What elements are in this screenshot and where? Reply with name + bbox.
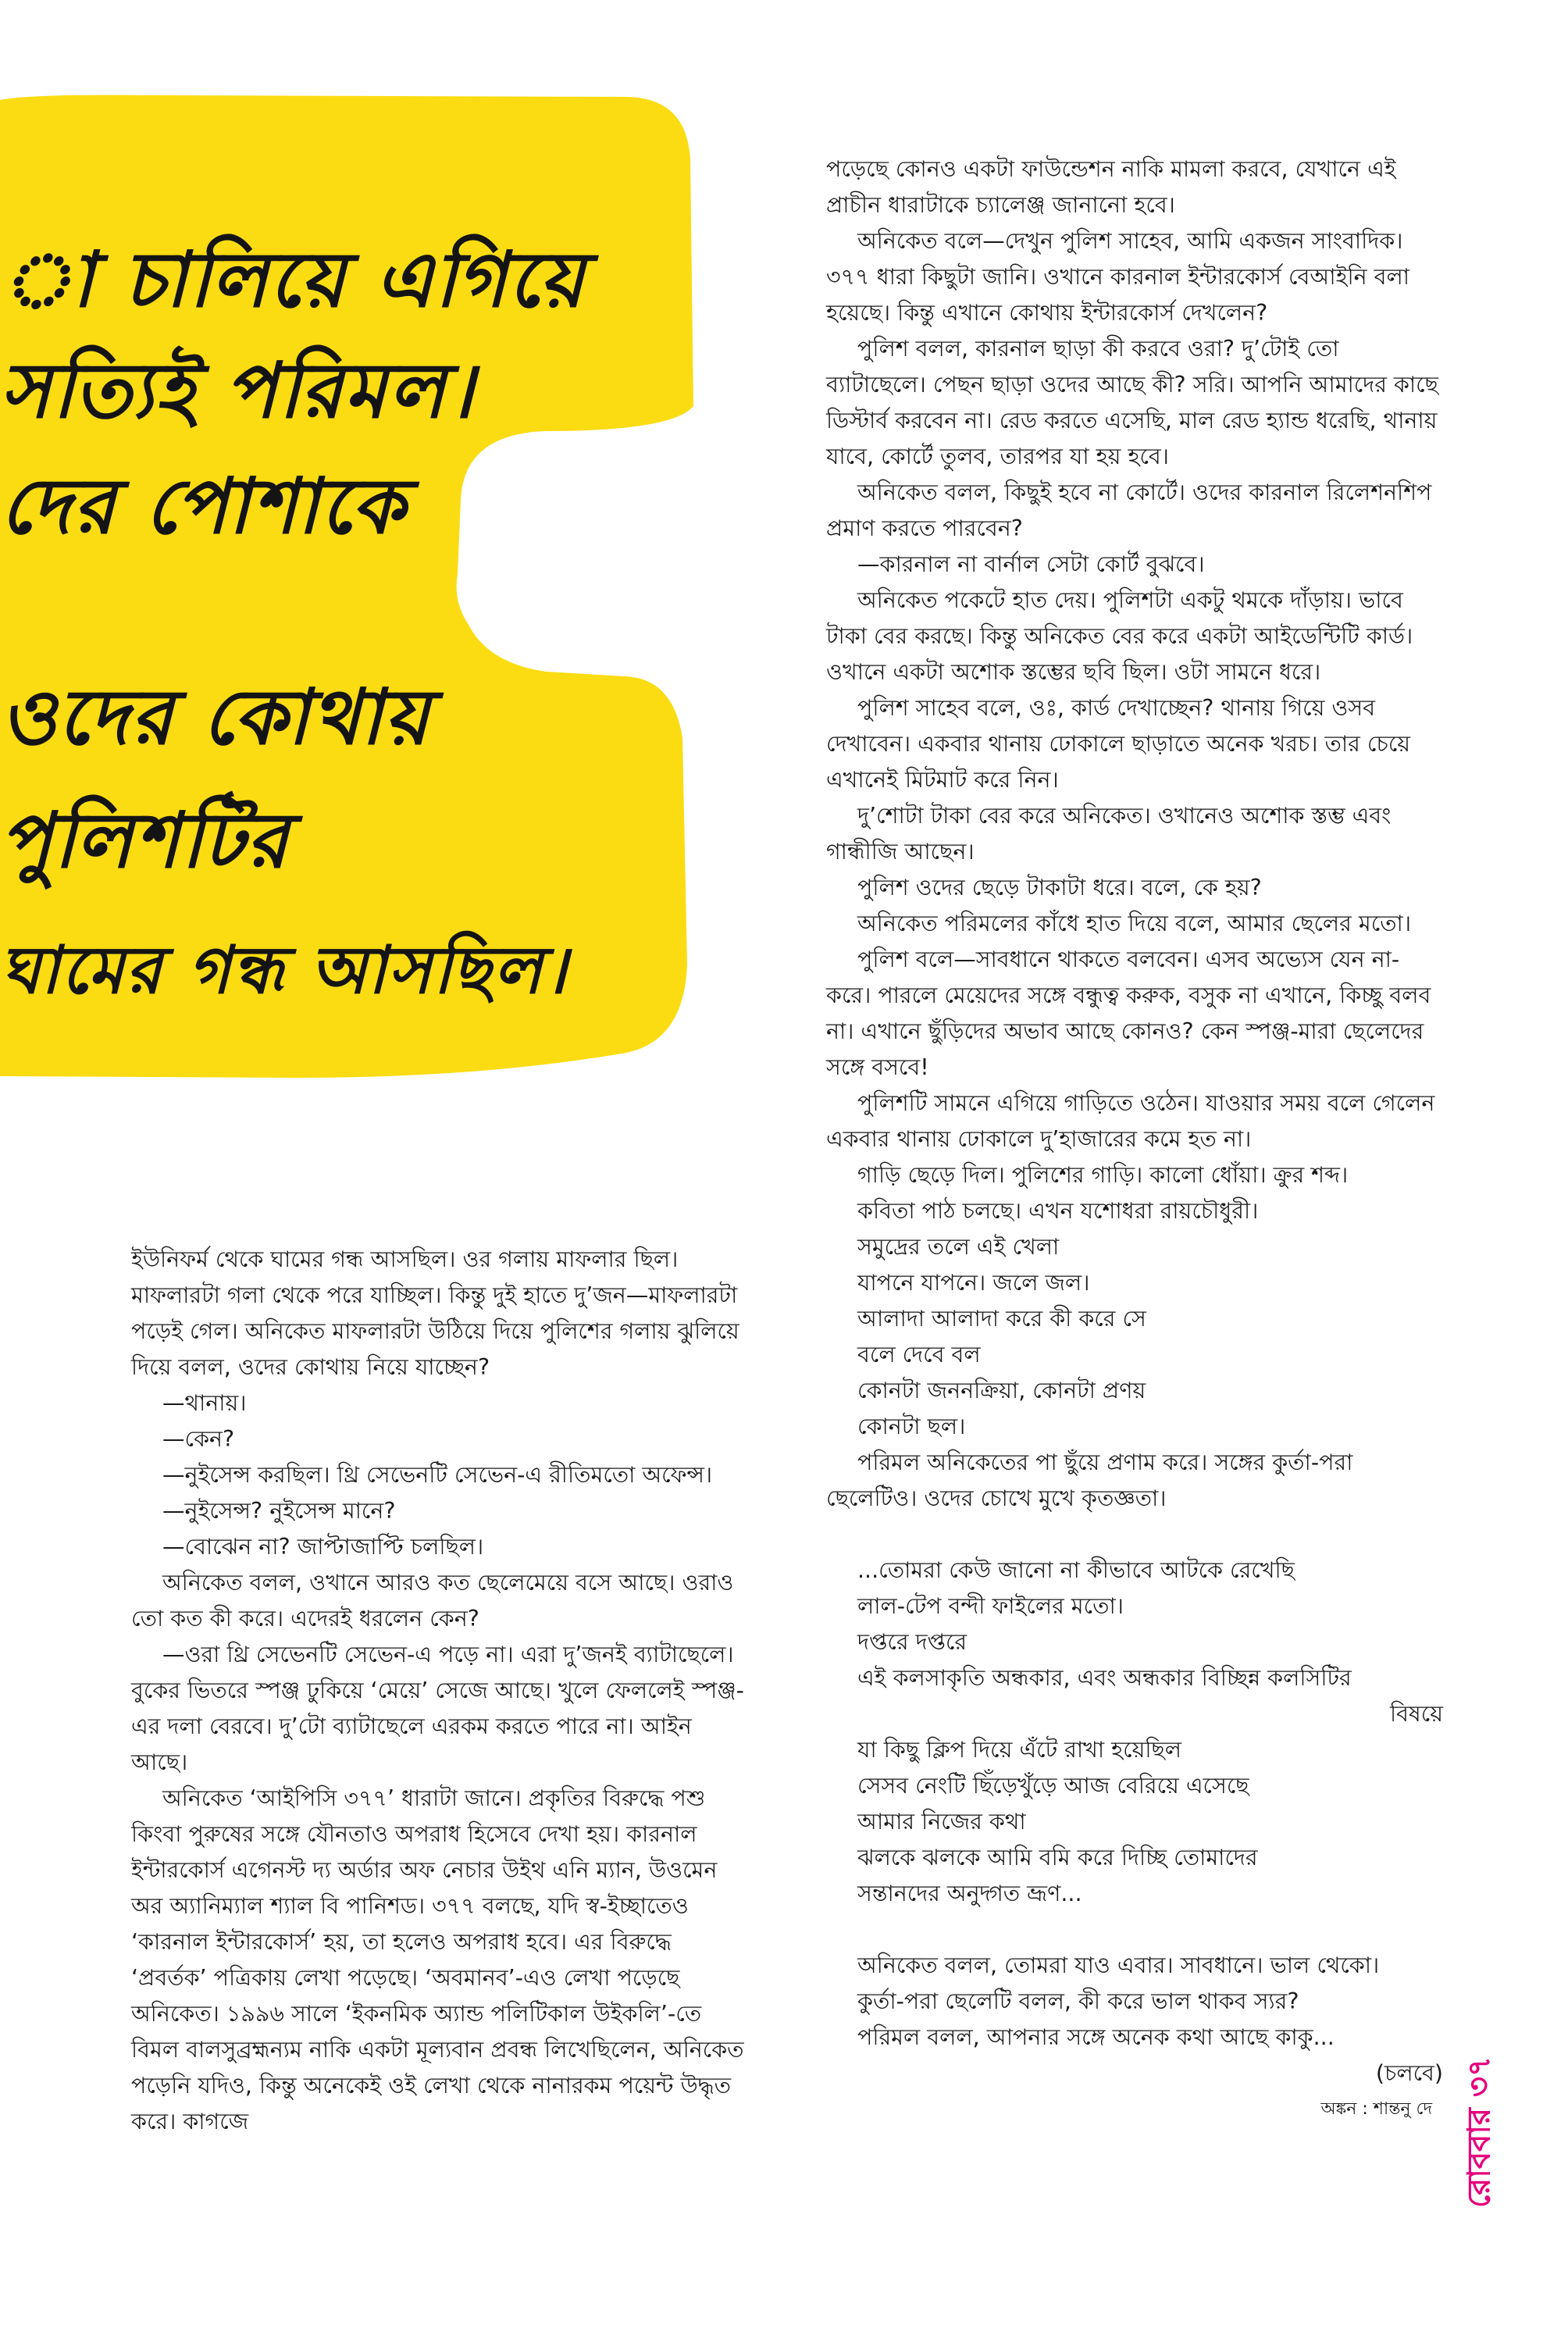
verse-line: এই কলসাকৃতি অন্ধকার, এবং অন্ধকার বিচ্ছিন্ন কলসিটির — [857, 1665, 1352, 1691]
verse-line: সেসব নেংটি ছিঁড়েখুঁড়ে আজ বেরিয়ে এসেছে — [857, 1773, 1249, 1799]
paragraph: গাড়ি ছেড়ে দিল। পুলিশের গাড়ি। কালো ধোঁয়া। ক্রুর শব্দ। — [857, 1162, 1349, 1188]
verse-line: আলাদা আলাদা করে কী করে সে — [857, 1306, 1146, 1332]
paragraph — [826, 1517, 1443, 1553]
paragraph: অনিকেত বলল, কিছুই হবে না কোর্টে। ওদের কারনাল রিলেশনশিপ প্রমাণ করতে পারবেন? — [826, 480, 1432, 541]
paragraph: অঙ্কন : শান্তনু দে — [1320, 2099, 1432, 2119]
illustration — [0, 0, 781, 1125]
paragraph: পুলিশ ওদের ছেড়ে টাকাটা ধরে। বলে, কে হয়? — [857, 875, 1262, 900]
paragraph: পড়েছে কোনও একটা ফাউন্ডেশন নাকি মামলা করবে, যেখানে এই প্রাচীন ধারাটাকে চ্যালেঞ্জ জানানো হবে। — [826, 156, 1396, 218]
verse-line: দপ্তরে দপ্তরে — [857, 1629, 968, 1655]
verse-line: আমার নিজের কথা — [857, 1809, 1026, 1835]
paragraph: অনিকেত বলে—দেখুন পুলিশ সাহেব, আমি একজন সাংবাদিক। ৩৭৭ ধারা কিছুটা জানি। ওখানে কারনাল ইন্টারকোর্স বেআইনি বলা হয়েছে। কিন্তু এখানে কোথায় ইন্টারকোর্স দেখলেন? — [826, 228, 1410, 326]
paragraph: অনিকেত পরিমলের কাঁধে হাত দিয়ে বলে, আমার ছেলের মতো। — [857, 911, 1412, 936]
verse-line: কোনটা জননক্রিয়া, কোনটা প্রণয় — [857, 1378, 1146, 1403]
paragraph: —বোঝেন না? জাপ্টাজাপ্টি চলছিল। — [162, 1534, 484, 1560]
verse-line: সমুদ্রের তলে এই খেলা — [857, 1234, 1060, 1260]
verse-line: পরিমল বলল, আপনার সঙ্গে অনেক কথা আছে কাকু... — [857, 2024, 1335, 2050]
verse-line: যা কিছু ক্লিপ দিয়ে এঁটে রাখা হয়েছিল — [857, 1737, 1182, 1763]
verse-line: ...তোমরা কেউ জানো না কীভাবে আটকে রেখেছি — [857, 1557, 1295, 1583]
verse-line: লাল-টেপ বন্দী ফাইলের মতো। — [857, 1593, 1124, 1619]
verse-line: বলে দেবে বল — [857, 1342, 981, 1368]
page-footer — [1457, 2003, 1504, 2261]
paragraph: —ওরা থ্রি সেভেনটি সেভেন-এ পড়ে না। এরা দু’জনই ব্যাটাছেলে। বুকের ভিতরে স্পঞ্জ ঢুকিয়ে ‘মেয়ে’ সেজে আছে। খুলে ফেললেই স্পঞ্জ-এর দলা বেরবে। দু’টো ব্যাটাছেলে এরকম করতে পারে না। আইন আছে। — [131, 1642, 744, 1775]
paragraph: —কারনাল না বার্নাল সেটা কোর্ট বুঝবে। — [857, 551, 1205, 577]
paragraph: বিষয়ে — [1390, 1701, 1443, 1727]
paragraph: পরিমল অনিকেতের পা ছুঁয়ে প্রণাম করে। সঙ্গের কুর্তা-পরা ছেলেটিও। ওদের চোখে মুখে কৃতজ্ঞতা। — [826, 1450, 1353, 1511]
paragraph: (চলবে) — [1375, 2060, 1443, 2086]
paragraph: পুলিশ বলল, কারনাল ছাড়া কী করবে ওরা? দু’টোই তো ব্যাটাছেলে। পেছন ছাড়া ওদের আছে কী? সরি। আপনি আমাদের কাছে ডিস্টার্ব করবেন না। রেড করতে এসেছি, মাল রেড হ্যান্ড ধরেছি, থানায় যাবে, কোর্টে তুলব, তারপর যা হয় হবে। — [826, 336, 1438, 469]
paragraph: অনিকেত পকেটে হাত দেয়। পুলিশটা একটু থমকে দাঁড়ায়। ভাবে টাকা বের করছে। কিন্তু অনিকেত বের করে একটা আইডেন্টিটি কার্ড। ওখানে একটা অশোক স্তম্ভের ছবি ছিল। ওটা সামনে ধরে। — [826, 587, 1413, 685]
paragraph: পুলিশটি সামনে এগিয়ে গাড়িতে ওঠেন। যাওয়ার সময় বলে গেলেন একবার থানায় ঢোকালে দু’হাজারের কমে হত না। — [826, 1090, 1435, 1152]
verse-line: যাপনে যাপনে। জলে জল। — [857, 1270, 1090, 1296]
paragraph: —কেন? — [162, 1426, 235, 1452]
page-folio: রোববার ৩৭ — [1461, 2056, 1498, 2208]
paragraph: দু’শোটা টাকা বের করে অনিকেত। ওখানেও অশোক স্তম্ভ এবং গান্ধীজি আছেন। — [826, 803, 1392, 865]
paragraph: —থানায়। — [162, 1390, 247, 1416]
verse-line: কুর্তা-পরা ছেলেটি বলল, কী করে ভাল থাকব স্যর? — [857, 1988, 1299, 2014]
paragraph — [826, 1912, 1443, 1948]
paragraph: —নুইসেন্স করছিল। থ্রি সেভেনটি সেভেন-এ রীতিমতো অফেন্স। — [162, 1462, 713, 1488]
illustration-line-3: দের পোশাকে — [0, 462, 407, 551]
paragraph: অনিকেত ‘আইপিসি ৩৭৭’ ধারাটা জানে। প্রকৃতির বিরুদ্ধে পশু কিংবা পুরুষের সঙ্গে যৌনতাও অপরাধ হিসেবে দেখা হয়। কারনাল ইন্টারকোর্স এগেনস্ট দ্য অর্ডার অফ নেচার উইথ এনি ম্যান, উওমেন অর অ্যানিম্যাল শ্যাল বি পানিশড। ৩৭৭ বলছে, যদি স্ব-ইচ্ছাতেও ‘কারনাল ইন্টারকোর্স’ হয়, তা হলেও অপরাধ হবে। এর বিরুদ্ধে ‘প্রবর্তক’ পত্রিকায় লেখা পড়েছে। ‘অবমানব’-এও লেখা পড়েছে অনিকেত। ১৯৯৬ সালে ‘ইকনমিক অ্যান্ড পলিটিকাল উইকলি’-তে বিমল বালসুব্রহ্মন্যম নাকি একটা মূল্যবান প্রবন্ধ লিখেছিলেন, অনিকেত পড়েনি যদিও, কিন্তু অনেকেই ওই লেখা থেকে নানারকম পয়েন্ট উদ্ধৃত করে। কাগজে — [131, 1785, 744, 2134]
paragraph: পুলিশ সাহেব বলে, ওঃ, কার্ড দেখাচ্ছেন? থানায় গিয়ে ওসব দেখাবেন। একবার থানায় ঢোকালে ছাড়াতে অনেক খরচ। তার চেয়ে এখানেই মিটমাট করে নিন। — [826, 695, 1411, 793]
illustration-line-1: া চালিয়ে এগিয়ে — [0, 235, 586, 325]
verse-line: সন্তানদের অনুদ্গত ভ্রূণ... — [857, 1881, 1082, 1906]
right-column — [826, 152, 1443, 2127]
left-column — [131, 1242, 748, 2140]
verse-line: কোনটা ছল। — [857, 1414, 966, 1439]
illustration-line-5: পুলিশটির — [0, 796, 290, 886]
paragraph: —নুইসেন্স? নুইসেন্স মানে? — [162, 1498, 396, 1524]
paragraph: ইউনিফর্ম থেকে ঘামের গন্ধ আসছিল। ওর গলায় মাফলার ছিল। মাফলারটা গলা থেকে পরে যাচ্ছিল। কিন্তু দুই হাতে দু’জন—মাফলারটা পড়েই গেল। অনিকেত মাফলারটা উঠিয়ে দিয়ে পুলিশের গলায় ঝুলিয়ে দিয়ে বলল, ওদের কোথায় নিয়ে যাচ্ছেন? — [131, 1246, 739, 1380]
illustration-line-4: ওদের কোথায় — [0, 672, 431, 762]
verse-line: ঝলকে ঝলকে আমি বমি করে দিচ্ছি তোমাদের — [857, 1845, 1258, 1870]
paragraph: অনিকেত বলল, ওখানে আরও কত ছেলেমেয়ে বসে আছে। ওরাও তো কত কী করে। এদেরই ধরলেন কেন? — [131, 1570, 734, 1631]
paragraph: পুলিশ বলে—সাবধানে থাকতে বলবেন। এসব অভ্যেস যেন না-করে। পারলে মেয়েদের সঙ্গে বন্ধুত্ব করুক, বসুক না এখানে, কিচ্ছু বলব না। এখানে ছুঁড়িদের অভাব আছে কোনও? কেন স্পঞ্জ-মারা ছেলেদের সঙ্গে বসবে! — [826, 947, 1431, 1080]
illustration-line-2: সত্যিই পরিমল। — [0, 346, 476, 436]
illustration-line-6: ঘামের গন্ধ আসছিল। — [0, 931, 568, 1008]
verse-line: অনিকেত বলল, তোমরা যাও এবার। সাবধানে। ভাল থেকো। — [857, 1952, 1380, 1978]
paragraph: কবিতা পাঠ চলছে। এখন যশোধরা রায়চৌধুরী। — [857, 1198, 1259, 1224]
